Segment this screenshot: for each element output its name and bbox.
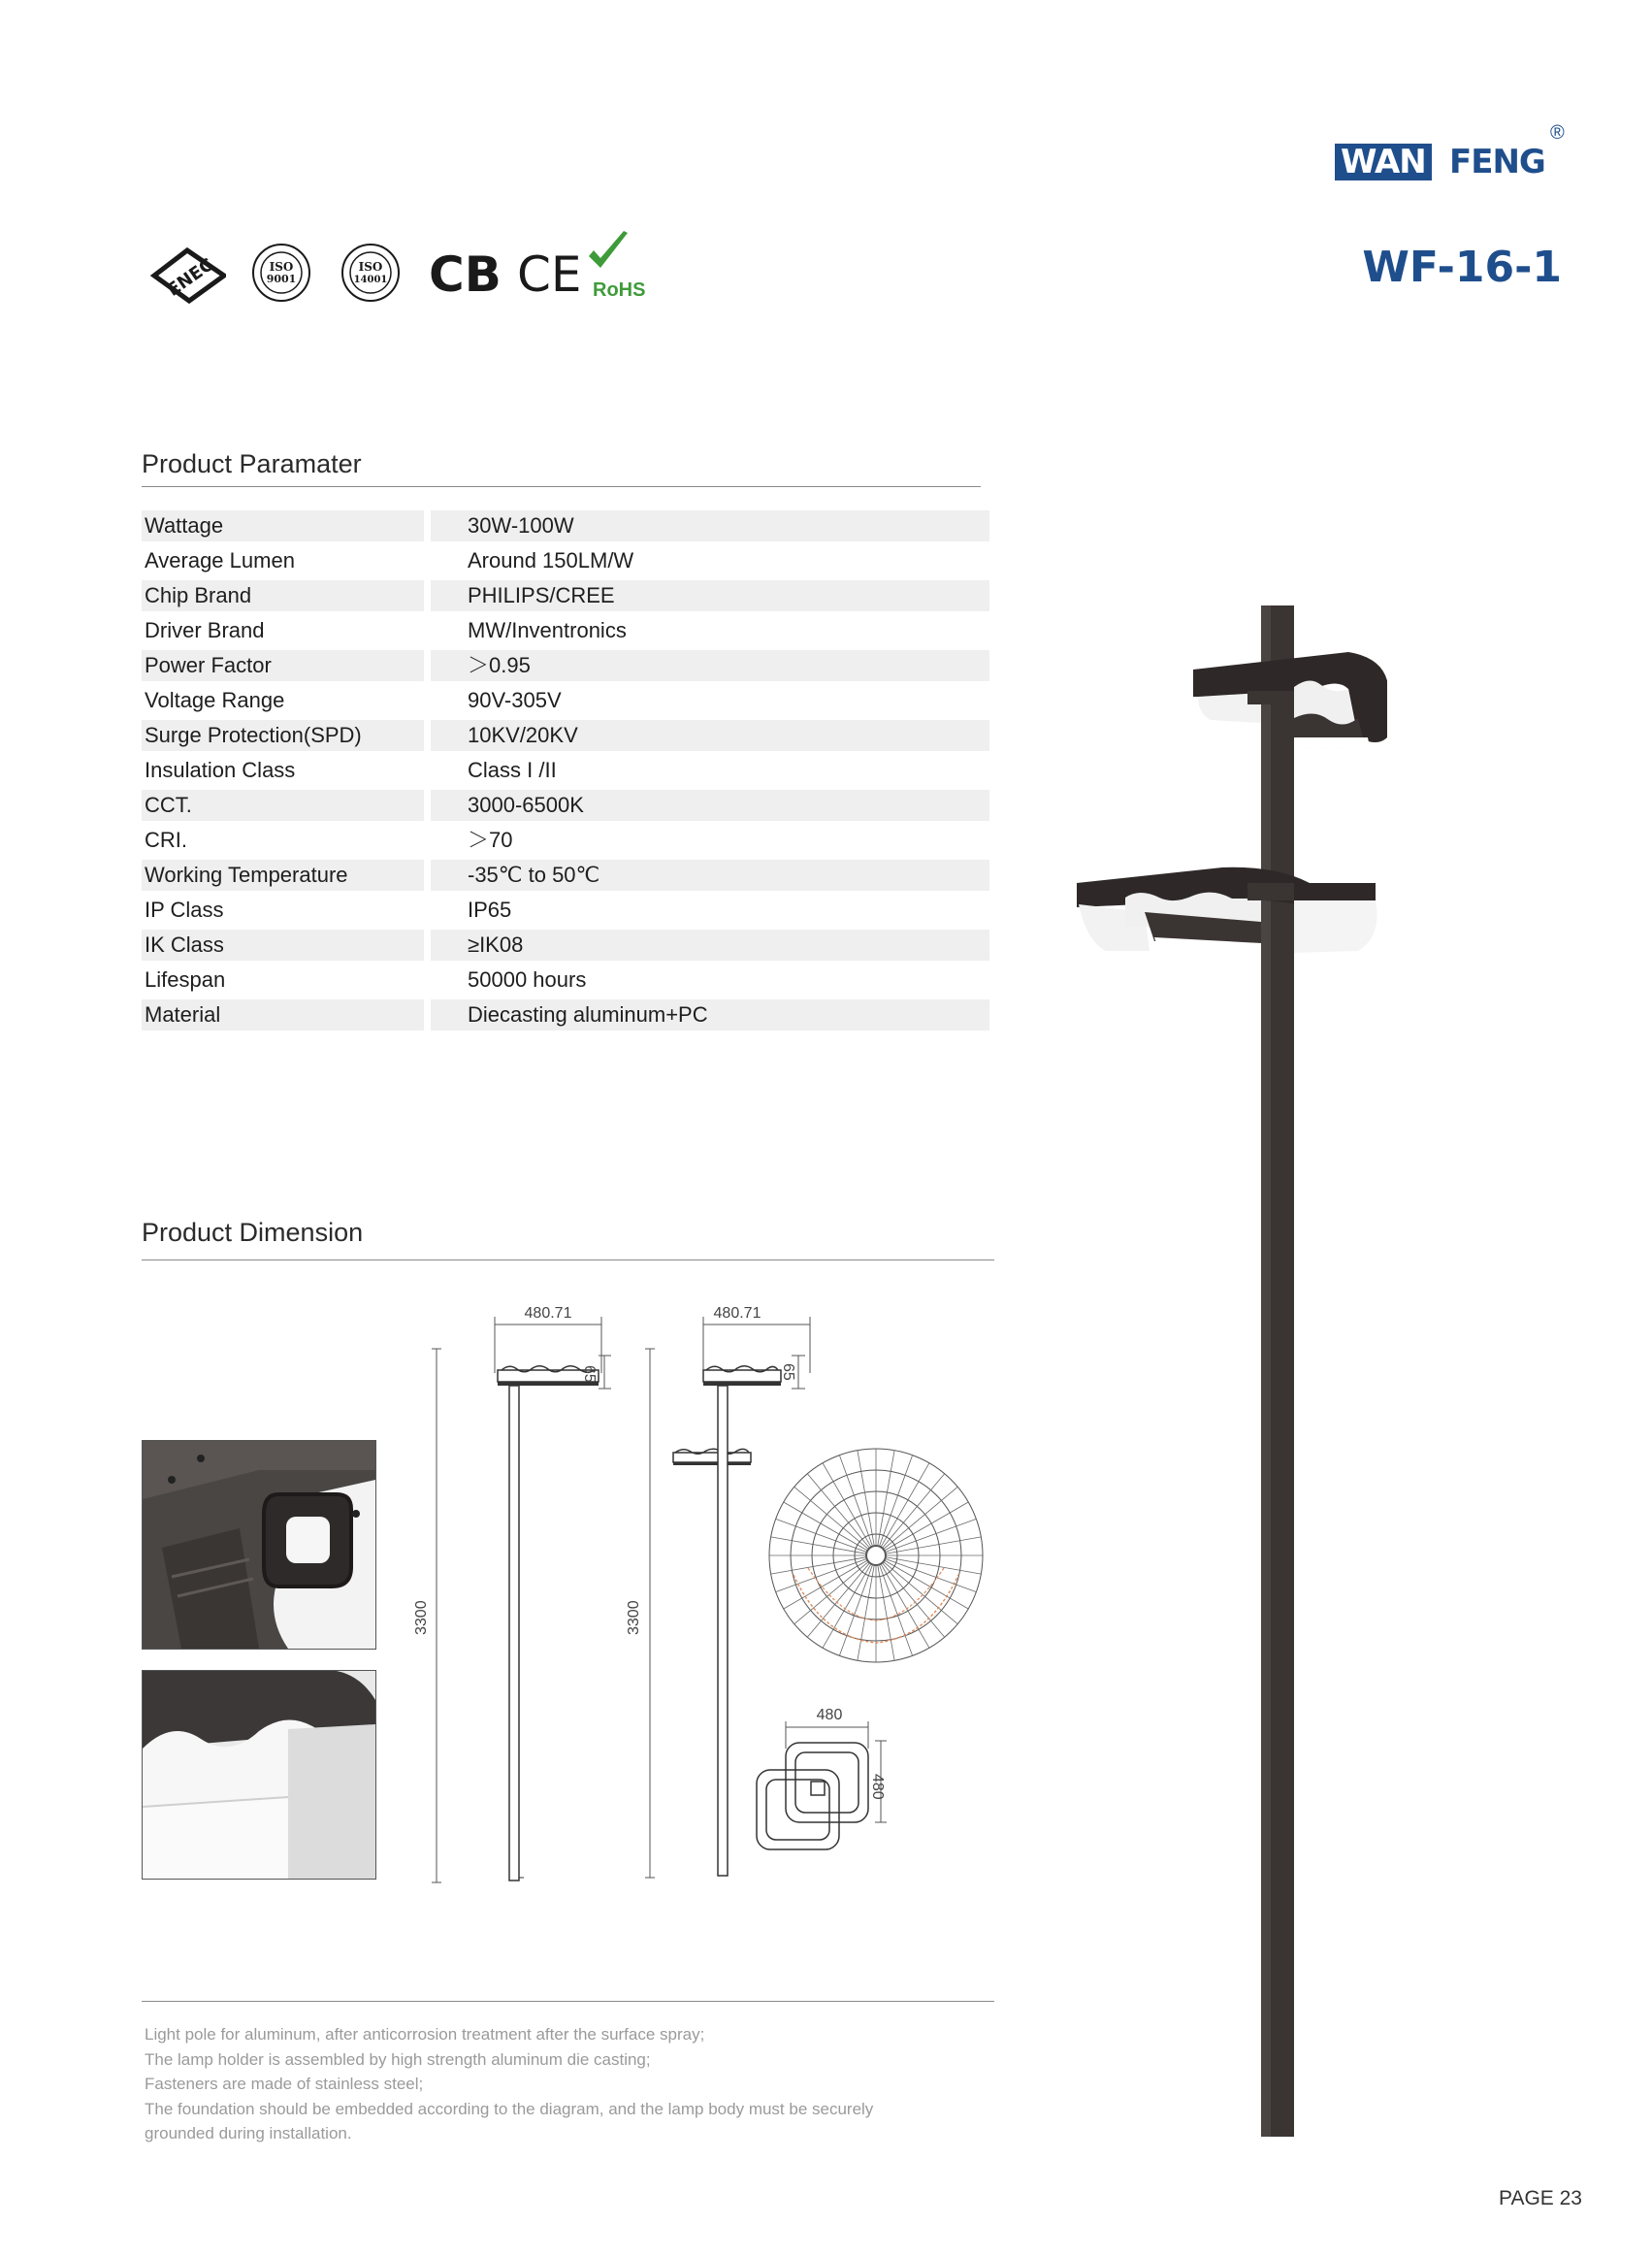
- polar-spoke: [807, 1474, 869, 1549]
- parameter-key: Surge Protection(SPD): [142, 720, 424, 751]
- parameter-row: [142, 545, 984, 580]
- dimension-section-rule: [142, 1259, 994, 1260]
- parameter-value: 90V-305V: [468, 688, 562, 712]
- parameter-row: [142, 965, 984, 999]
- parameter-row: [142, 895, 984, 930]
- head-height-label-single: 65: [581, 1365, 598, 1383]
- registered-mark: ®: [1550, 122, 1565, 144]
- note-line: The foundation should be embedded according to the diagram, and the lamp body must be securely: [145, 2099, 874, 2118]
- parameter-value: Around 150LM/W: [468, 548, 634, 572]
- parameter-row: [142, 650, 984, 685]
- page-number: PAGE 23: [1499, 2187, 1582, 2209]
- top-view-depth-label: 480: [869, 1774, 886, 1800]
- parameter-row: [142, 860, 984, 895]
- parameter-section-title: Product Paramater: [142, 449, 362, 478]
- parameter-key: Material: [142, 999, 424, 1030]
- iso-14001-number: 14001: [353, 275, 388, 285]
- note-line: grounded during installation.: [145, 2124, 352, 2143]
- notes-block: [145, 2022, 998, 2146]
- note-line: The lamp holder is assembled by high strength aluminum die casting;: [145, 2049, 651, 2069]
- enec-certification-icon: [150, 246, 226, 305]
- parameter-value: ≥IK08: [431, 930, 989, 961]
- parameter-section-rule: [142, 486, 981, 487]
- brand-logo: [1335, 122, 1565, 186]
- polar-spoke: [858, 1565, 874, 1660]
- cb-mark: CB: [429, 246, 502, 303]
- iso-9001-seal-icon: [251, 243, 311, 303]
- polar-spoke: [807, 1563, 869, 1638]
- parameter-key: IP Class: [145, 898, 224, 922]
- parameter-value: 3000-6500K: [431, 790, 989, 821]
- parameter-key: Voltage Range: [145, 688, 285, 712]
- detail-photo-bracket: [142, 1440, 376, 1650]
- pole-height-label-single: 3300: [413, 1600, 430, 1635]
- parameter-value: 50000 hours: [468, 967, 587, 992]
- parameter-key: Insulation Class: [145, 758, 296, 782]
- polar-spoke: [794, 1487, 869, 1549]
- polar-spoke: [886, 1537, 981, 1554]
- product-render-pole: [1067, 592, 1387, 2144]
- parameter-row: [142, 580, 984, 615]
- parameter-table: [142, 510, 984, 1034]
- head-height-label-double: 65: [780, 1363, 796, 1381]
- parameter-row: [142, 720, 984, 755]
- brand-logo-part1: WAN: [1335, 144, 1432, 180]
- top-view-width-label: 480: [816, 1707, 843, 1723]
- polar-spoke: [882, 1474, 944, 1549]
- parameter-key: CRI.: [145, 828, 187, 852]
- parameter-row: [142, 755, 984, 790]
- parameter-key: Chip Brand: [142, 580, 424, 611]
- parameter-key: Driver Brand: [145, 618, 265, 642]
- parameter-value: MW/Inventronics: [468, 618, 627, 642]
- certification-row: [150, 225, 664, 312]
- parameter-row: [142, 685, 984, 720]
- polar-spoke: [884, 1487, 958, 1549]
- iso-9001-number: 9001: [266, 273, 297, 285]
- polar-spoke: [882, 1563, 944, 1638]
- parameter-row: [142, 510, 984, 545]
- brand-logo-part2: FENG: [1449, 143, 1545, 181]
- parameter-value: 10KV/20KV: [431, 720, 989, 751]
- parameter-key: IK Class: [142, 930, 424, 961]
- parameter-row: [142, 790, 984, 825]
- parameter-key: Wattage: [142, 510, 424, 541]
- dimension-drawing-single-head: [412, 1295, 635, 1895]
- polar-spoke: [771, 1557, 866, 1574]
- rohs-check-icon: [585, 229, 632, 278]
- polar-spoke: [878, 1451, 894, 1546]
- parameter-row: [142, 825, 984, 860]
- parameter-value: Class I /II: [468, 758, 557, 782]
- polar-spoke: [878, 1565, 894, 1660]
- parameter-value: ＞70: [468, 828, 513, 852]
- note-line: Light pole for aluminum, after anticorrosion treatment after the surface spray;: [145, 2025, 705, 2044]
- parameter-value: PHILIPS/CREE: [431, 580, 989, 611]
- photometric-polar-diagram: [764, 1444, 988, 1667]
- polar-spoke: [886, 1557, 981, 1574]
- enec-text: ENEC: [163, 254, 218, 301]
- parameter-value: Diecasting aluminum+PC: [431, 999, 989, 1030]
- parameter-value: ＞0.95: [431, 650, 989, 681]
- polar-spoke: [858, 1451, 874, 1546]
- parameter-key: Lifespan: [145, 967, 226, 992]
- note-line: Fasteners are made of stainless steel;: [145, 2075, 424, 2093]
- parameter-key: Working Temperature: [142, 860, 424, 891]
- parameter-key: Power Factor: [142, 650, 424, 681]
- parameter-value: IP65: [468, 898, 512, 922]
- parameter-row: [142, 930, 984, 965]
- iso-9001-label: ISO: [269, 260, 294, 274]
- parameter-key: Average Lumen: [145, 548, 295, 572]
- parameter-row: [142, 999, 984, 1034]
- polar-spoke: [884, 1561, 958, 1623]
- dimension-section-title: Product Dimension: [142, 1218, 364, 1247]
- top-view-drawing: [747, 1700, 907, 1865]
- width-label-single: 480.71: [524, 1305, 572, 1322]
- model-number: WF-16-1: [1362, 243, 1562, 292]
- rohs-mark: RoHS: [593, 279, 646, 301]
- ce-mark: CE: [517, 246, 582, 303]
- parameter-value: 30W-100W: [431, 510, 989, 541]
- parameter-value: -35℃ to 50℃: [431, 860, 989, 891]
- parameter-row: [142, 615, 984, 650]
- polar-spoke: [794, 1561, 869, 1623]
- pole-height-label-double: 3300: [626, 1600, 642, 1635]
- notes-rule: [142, 2001, 994, 2002]
- parameter-key: CCT.: [142, 790, 424, 821]
- iso-14001-label: ISO: [358, 260, 383, 274]
- iso-14001-seal-icon: [340, 243, 401, 303]
- polar-spoke: [771, 1537, 866, 1554]
- width-label-double: 480.71: [713, 1305, 761, 1322]
- detail-photo-diffuser: [142, 1670, 376, 1880]
